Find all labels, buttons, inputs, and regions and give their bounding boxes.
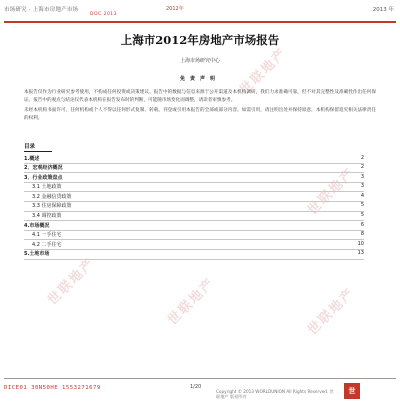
footer-copyright: Copyright © 2013 WORLDUNION All Rights Reserved. 世联地产 版权所有 — [216, 389, 334, 399]
toc-entry-label: 1.概述 — [24, 155, 40, 162]
footer-document-id: DICE01 30N50HE 1553271679 — [4, 385, 101, 391]
table-of-contents — [24, 154, 364, 260]
toc-entry[interactable] — [24, 212, 364, 222]
toc-entry[interactable] — [24, 202, 364, 212]
organization-name: 上海市场研究中心 — [179, 58, 220, 64]
page-header — [0, 0, 400, 24]
page-number: 1/20 — [190, 384, 202, 390]
toc-entry-page: 8 — [360, 231, 364, 238]
toc-entry-label: 2．宏观经济概况 — [24, 165, 63, 172]
disclaimer-paragraph: 未经本机构书面许可，任何机构或个人不得以任何形式复制、转载、刊登或引用本报告的全部或部分内容。如需引用，请注明出处并保持原意，本机构保留追究相关法律责任的权利。 — [24, 107, 376, 122]
toc-entry-page: 3 — [360, 183, 364, 190]
footer-divider — [4, 378, 396, 379]
toc-entry-page: 4 — [360, 192, 364, 199]
header-left-text: 市场研究 · 上海市房地产市场 — [4, 7, 79, 13]
toc-entry[interactable] — [24, 154, 364, 164]
toc-entry-label: 3.1 土地政策 — [32, 184, 62, 191]
toc-entry[interactable] — [24, 192, 364, 202]
toc-entry[interactable] — [24, 240, 364, 250]
toc-entry-label: 3．行业政策盘点 — [24, 174, 63, 181]
toc-entry-page: 13 — [357, 250, 364, 257]
toc-entry-page: 2 — [360, 154, 364, 161]
disclaimer-paragraph: 本报告仅作为行业研究参考使用，不构成任何投资或决策建议。报告中的数据与信息来源于公开渠道及本机构调研，我们力求准确可靠，但不对其完整性及准确性作出任何保证。报告中的观点与结论仅代表本机构在报告发布时的判断，可能随市场变化而调整，请读者审慎参考。 — [24, 89, 376, 104]
toc-entry-page: 6 — [360, 221, 364, 228]
toc-entry-label: 4.2 二手住宅 — [32, 241, 62, 248]
header-stamp: DOC 2013 — [90, 12, 118, 17]
toc-entry-page: 5 — [360, 202, 364, 209]
toc-entry-label: 3.3 住房保障政策 — [32, 203, 72, 210]
toc-entry-label: 4.市场概况 — [24, 222, 50, 229]
watermark: 世联地产 — [44, 254, 98, 308]
header-divider — [4, 21, 396, 23]
toc-entry-label: 3.4 调控政策 — [32, 213, 62, 220]
toc-entry-label: 5.土地市场 — [24, 251, 50, 258]
toc-heading-underline — [24, 151, 52, 152]
header-year: 2012年 — [166, 6, 184, 12]
toc-entry[interactable] — [24, 164, 364, 174]
document-title: 上海市2012年房地产市场报告 — [120, 33, 280, 47]
toc-entry[interactable] — [24, 221, 364, 231]
toc-entry-page: 2 — [360, 164, 364, 171]
toc-entry-page: 10 — [357, 240, 364, 247]
watermark: 世联地产 — [304, 164, 358, 218]
watermark: 世联地产 — [304, 284, 358, 338]
watermark: 世联地产 — [164, 274, 218, 328]
toc-entry[interactable] — [24, 231, 364, 241]
brand-logo-icon: 世 — [344, 383, 360, 399]
toc-entry[interactable] — [24, 250, 364, 260]
toc-entry[interactable] — [24, 173, 364, 183]
header-right-text: 2013 年 — [372, 7, 394, 13]
disclaimer-heading: 免责声明 — [179, 76, 220, 82]
toc-entry[interactable] — [24, 183, 364, 193]
toc-entry-page: 3 — [360, 173, 364, 180]
toc-entry-label: 3.2 金融信贷政策 — [32, 193, 72, 200]
toc-heading: 目录 — [24, 144, 36, 150]
toc-entry-page: 5 — [360, 212, 364, 219]
watermark: 世联地产 — [236, 44, 290, 98]
toc-entry-label: 4.1 一手住宅 — [32, 232, 62, 239]
